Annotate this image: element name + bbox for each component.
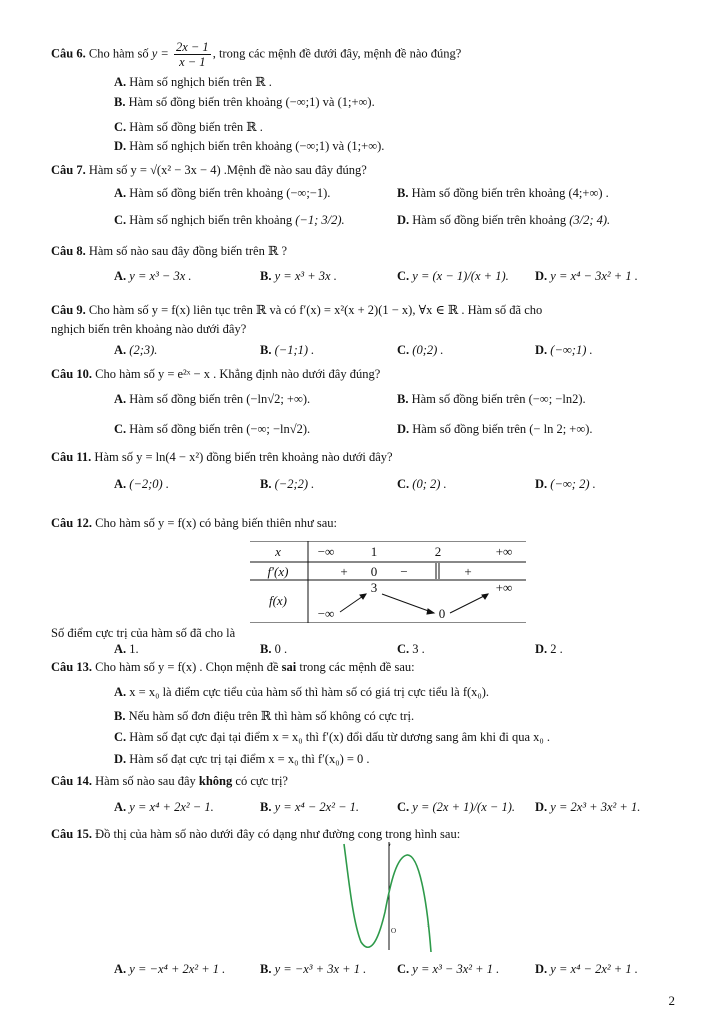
question-9: Câu 9. Cho hàm số y = f(x) liên tục trên ℝ và có f′(x) = x²(x + 2)(1 − x), ∀x ∈ ℝ . Hàm số đã cho	[51, 303, 543, 317]
fprime-sign: +	[464, 564, 472, 579]
option-b[interactable]: B. 0 .	[260, 642, 288, 656]
option-d[interactable]: D. 2 .	[535, 642, 563, 656]
option-a[interactable]: A. (−2;0) .	[114, 477, 169, 491]
option-a[interactable]: A. (2;3).	[114, 343, 158, 357]
arrow-up	[450, 594, 488, 613]
option-c[interactable]: C. Hàm số nghịch biến trên khoảng (−1; 3/2).	[114, 213, 345, 227]
question-11: Câu 11. Hàm số y = ln(4 − x²) đồng biến trên khoảng nào dưới đây?	[51, 450, 393, 464]
table-f-label: f(x)	[268, 593, 288, 608]
question-6	[51, 40, 461, 69]
question-8: Câu 8. Hàm số nào sau đây đồng biến trên ℝ ?	[51, 244, 288, 258]
fprime-sign: 0	[370, 564, 378, 579]
option-d[interactable]: D. (−∞; 2) .	[535, 477, 596, 491]
question-9-line2: nghịch biến trên khoảng nào dưới đây?	[51, 322, 247, 336]
origin-label: O	[391, 927, 397, 935]
option-d[interactable]: D. y = 2x³ + 3x² + 1.	[535, 800, 641, 814]
option-a[interactable]: A. y = x⁴ + 2x² − 1.	[114, 800, 214, 814]
option-d[interactable]: D. (−∞;1) .	[535, 343, 593, 357]
f-value: 3	[370, 580, 378, 595]
question-text: , trong các mệnh đề dưới đây, mệnh đề nào đúng?	[212, 46, 462, 61]
question-10: Câu 10. Cho hàm số y = e²ˣ − x . Khẳng định nào dưới đây đúng?	[51, 367, 381, 381]
option-b[interactable]: B. (−2;2) .	[260, 477, 315, 491]
question-14: Câu 14. Hàm số nào sau đây không có cực trị?	[51, 774, 288, 788]
option-c[interactable]: C. y = (2x + 1)/(x − 1).	[397, 800, 515, 814]
f-value: 0	[438, 606, 446, 621]
option-c[interactable]: C. Hàm số đồng biến trên (−∞; −ln√2).	[114, 422, 311, 436]
option-b[interactable]: B. y = −x³ + 3x + 1 .	[260, 962, 367, 976]
question-text: Cho hàm số	[88, 46, 149, 61]
fn-lhs: y =	[151, 46, 169, 61]
option-c[interactable]: C. Hàm số đồng biến trên ℝ .	[114, 120, 263, 134]
table-x-label: x	[275, 544, 281, 559]
question-13: Câu 13. Cho hàm số y = f(x) . Chọn mệnh đề sai trong các mệnh đề sau:	[51, 660, 415, 674]
option-b[interactable]: B. (−1;1) .	[260, 343, 315, 357]
option-d[interactable]: D. Hàm số nghịch biến trên khoảng (−∞;1) và (1;+∞).	[114, 139, 385, 153]
question-15: Câu 15. Đồ thị của hàm số nào dưới đây có dạng như đường cong trong hình sau:	[51, 827, 461, 841]
question-7: Câu 7. Hàm số y = √(x² − 3x − 4) .Mệnh đề nào sau đây đúng?	[51, 163, 367, 177]
option-b[interactable]: B. Hàm số đồng biến trên khoảng (4;+∞) .	[397, 186, 609, 200]
option-a[interactable]: A. Hàm số nghịch biến trên ℝ .	[114, 75, 272, 89]
option-a[interactable]: A. y = −x⁴ + 2x² + 1 .	[114, 962, 226, 976]
curve	[344, 844, 431, 952]
option-a[interactable]: A. Hàm số đồng biến trên (−ln√2; +∞).	[114, 392, 311, 406]
option-b[interactable]: B. Nếu hàm số đơn điệu trên ℝ thì hàm số không có cực trị.	[114, 709, 415, 723]
arrow-down	[382, 594, 434, 613]
fprime-sign: −	[400, 564, 408, 579]
x-value: +∞	[495, 544, 513, 559]
option-a[interactable]: A. y = x³ − 3x .	[114, 269, 192, 283]
option-b[interactable]: B. y = x³ + 3x .	[260, 269, 337, 283]
variation-table	[250, 541, 526, 623]
option-c[interactable]: C. 3 .	[397, 642, 425, 656]
option-c[interactable]: C. y = x³ − 3x² + 1 .	[397, 962, 500, 976]
option-d[interactable]: D. Hàm số đạt cực trị tại điểm x = x₀ thì f′(x₀) = 0 .	[114, 752, 370, 766]
fraction: $\frac{2x - 1}{x - 1}$	[175, 40, 209, 69]
f-value: +∞	[495, 580, 513, 595]
option-a[interactable]: A. x = x₀ là điểm cực tiểu của hàm số thì hàm số có giá trị cực tiểu là f(x₀).	[114, 685, 490, 699]
option-a[interactable]: A. 1.	[114, 642, 139, 656]
option-c[interactable]: C. Hàm số đạt cực đại tại điểm x = x₀ thì f′(x) đổi dấu từ dương sang âm khi đi qua x₀ .	[114, 730, 550, 744]
page-number: 2	[668, 993, 675, 1008]
option-c[interactable]: C. (0;2) .	[397, 343, 444, 357]
x-value: 1	[370, 544, 378, 559]
question-12-prompt: Số điểm cực trị của hàm số đã cho là	[51, 626, 236, 640]
option-c[interactable]: C. (0; 2) .	[397, 477, 447, 491]
option-b[interactable]: B. y = x⁴ − 2x² − 1.	[260, 800, 360, 814]
option-d[interactable]: D. y = x⁴ − 3x² + 1 .	[535, 269, 638, 283]
cubic-graph	[335, 842, 450, 954]
x-axis-arrow-icon: ,	[427, 917, 430, 927]
question-label: Câu 6.	[51, 46, 86, 61]
option-d[interactable]: D. Hàm số đồng biến trên khoảng (3/2; 4).	[397, 213, 611, 227]
question-12: Câu 12. Cho hàm số y = f(x) có bảng biến thiên như sau:	[51, 516, 338, 530]
option-b[interactable]: B. Hàm số đồng biến trên (−∞; −ln2).	[397, 392, 586, 406]
option-d[interactable]: D. Hàm số đồng biến trên (− ln 2; +∞).	[397, 422, 593, 436]
f-value: −∞	[317, 606, 335, 621]
y-axis-arrow-icon: ʹ	[389, 842, 391, 852]
fprime-sign: +	[340, 564, 348, 579]
option-d[interactable]: D. y = x⁴ − 2x² + 1 .	[535, 962, 638, 976]
option-a[interactable]: A. Hàm số đồng biến trên khoảng (−∞;−1).	[114, 186, 331, 200]
x-value: 2	[434, 544, 442, 559]
option-c[interactable]: C. y = (x − 1)/(x + 1).	[397, 269, 509, 283]
x-value: −∞	[317, 544, 335, 559]
option-b[interactable]: B. Hàm số đồng biến trên khoảng (−∞;1) và (1;+∞).	[114, 95, 375, 109]
table-fprime-label: f′(x)	[267, 564, 289, 579]
